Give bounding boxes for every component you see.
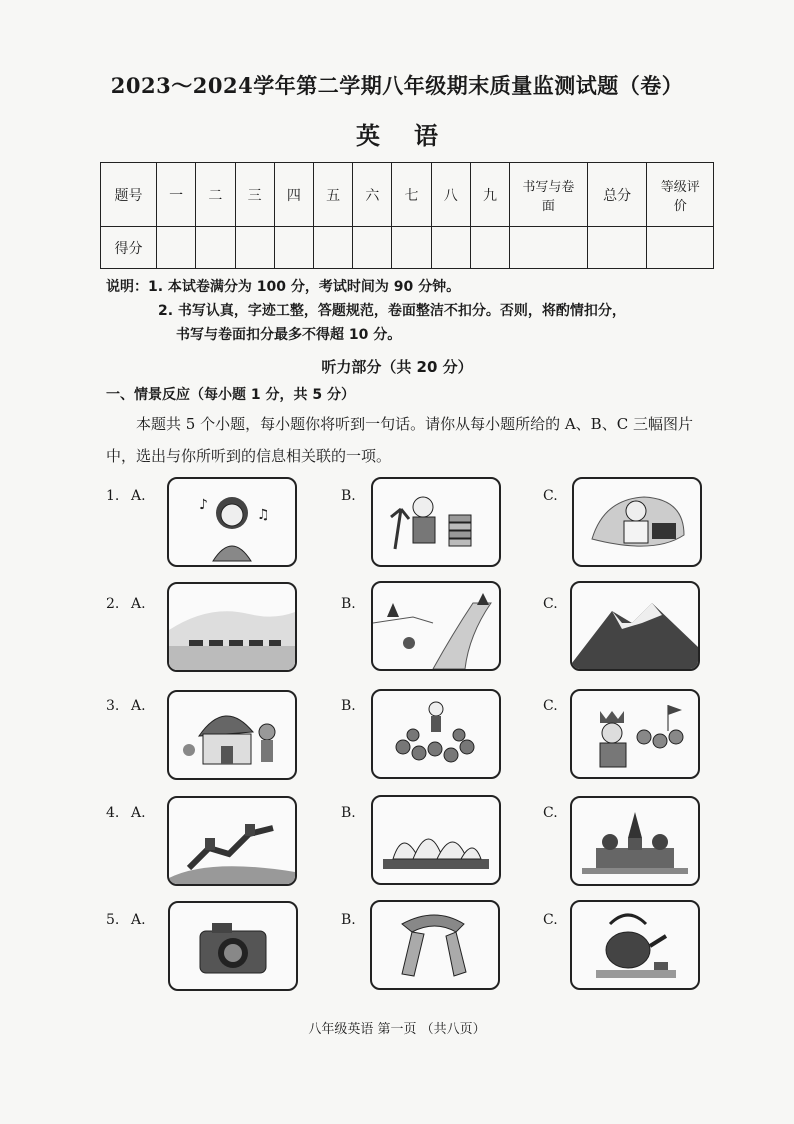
option-label: A. [131,488,146,504]
option-label: B. [341,596,356,612]
kremlin-cathedral-icon [572,798,698,884]
girl-listening-music-icon [169,479,295,565]
score-cell [196,227,235,269]
instructions-text: 本题共 5 个小题，每小题你将听到一句话。请你从每小题所给的 A、B、C 三幅图片中，选出与你所听到的信息相关联的一项。 [106,415,693,465]
score-cell [470,227,509,269]
svg-text:♫: ♫ [257,507,270,523]
option-picture-4b[interactable] [371,795,501,885]
score-cell [647,227,714,269]
teapot-icon [572,902,698,988]
table-cell: 书写与卷面 [510,163,588,227]
score-cell [353,227,392,269]
option-label: C. [543,488,558,504]
score-cell [431,227,470,269]
svg-text:♪: ♪ [199,497,208,513]
option-picture-5c[interactable] [570,900,700,990]
king-and-crowd-icon [572,691,698,777]
section-1-instructions [106,408,712,472]
option-label: B. [341,912,356,928]
man-using-laptop-icon [574,479,700,565]
option-picture-4c[interactable] [570,796,700,886]
option-picture-3c[interactable] [570,689,700,779]
camera-icon [170,903,296,989]
option-label: C. [543,698,558,714]
option-label: C. [543,596,558,612]
listening-section-title: 听力部分（共 20 分） [321,358,473,376]
score-table-score-row [101,227,714,269]
page-footer: 八年级英语 第一页 （共八页） [308,1022,486,1037]
option-picture-4a[interactable] [167,796,297,886]
option-label: C. [543,805,558,821]
desert-camels-icon [169,584,295,670]
option-label: B. [341,698,356,714]
score-table [100,162,714,269]
table-cell: 总分 [587,163,647,227]
score-table-header-row [101,163,714,227]
option-label: A. [131,805,146,821]
option-label: C. [543,912,558,928]
option-label: B. [341,805,356,821]
option-picture-5a[interactable] [168,901,298,991]
table-cell: 四 [274,163,313,227]
instructions-notes [106,275,716,347]
option-picture-5b[interactable] [370,900,500,990]
option-label: A. [131,912,146,928]
notes-line-3: 书写与卷面扣分最多不得超 10 分。 [176,327,402,343]
subject-title: 英语 [356,121,472,150]
question-number: 3. [106,698,120,714]
river-trees-icon [373,583,499,669]
option-picture-2c[interactable] [570,581,700,671]
sydney-opera-house-icon [373,797,499,883]
table-cell: 五 [313,163,352,227]
boy-reading-books-icon [373,479,499,565]
notes-prefix: 说明： [106,279,148,295]
score-cell [235,227,274,269]
table-cell: 六 [353,163,392,227]
notes-line-2: 2. 书写认真，字迹工整，答题规范，卷面整洁不扣分。否则，将酌情扣分， [158,303,626,319]
gingerbread-house-icon [169,692,295,778]
option-picture-1a[interactable] [167,477,297,567]
score-cell [587,227,647,269]
table-cell: 等级评价 [647,163,714,227]
score-cell [274,227,313,269]
notes-line-1: 1. 本试卷满分为 100 分，考试时间为 90 分钟。 [148,279,461,295]
table-cell: 一 [157,163,196,227]
table-cell: 八 [431,163,470,227]
option-picture-2a[interactable] [167,582,297,672]
table-cell: 得分 [101,227,157,269]
option-picture-1b[interactable] [371,477,501,567]
question-number: 4. [106,805,120,821]
option-label: A. [131,596,146,612]
score-cell [392,227,431,269]
scarf-icon [372,902,498,988]
table-cell: 九 [470,163,509,227]
question-number: 2. [106,596,120,612]
score-cell [510,227,588,269]
option-picture-2b[interactable] [371,581,501,671]
question-number: 5. [106,912,120,928]
option-picture-3b[interactable] [371,689,501,779]
snow-mountain-icon [572,583,698,669]
great-wall-icon [169,798,295,884]
option-label: A. [131,698,146,714]
table-cell: 题号 [101,163,157,227]
section-1-title: 一、情景反应（每小题 1 分，共 5 分） [106,387,355,403]
table-cell: 七 [392,163,431,227]
question-number: 1. [106,488,120,504]
option-label: B. [341,488,356,504]
option-picture-1c[interactable] [572,477,702,567]
score-cell [313,227,352,269]
option-picture-3a[interactable] [167,690,297,780]
table-cell: 二 [196,163,235,227]
exam-title: 2023～2024学年第二学期八年级期末质量监测试题（卷） [110,73,684,98]
score-cell [157,227,196,269]
snow-white-dwarfs-icon [373,691,499,777]
table-cell: 三 [235,163,274,227]
